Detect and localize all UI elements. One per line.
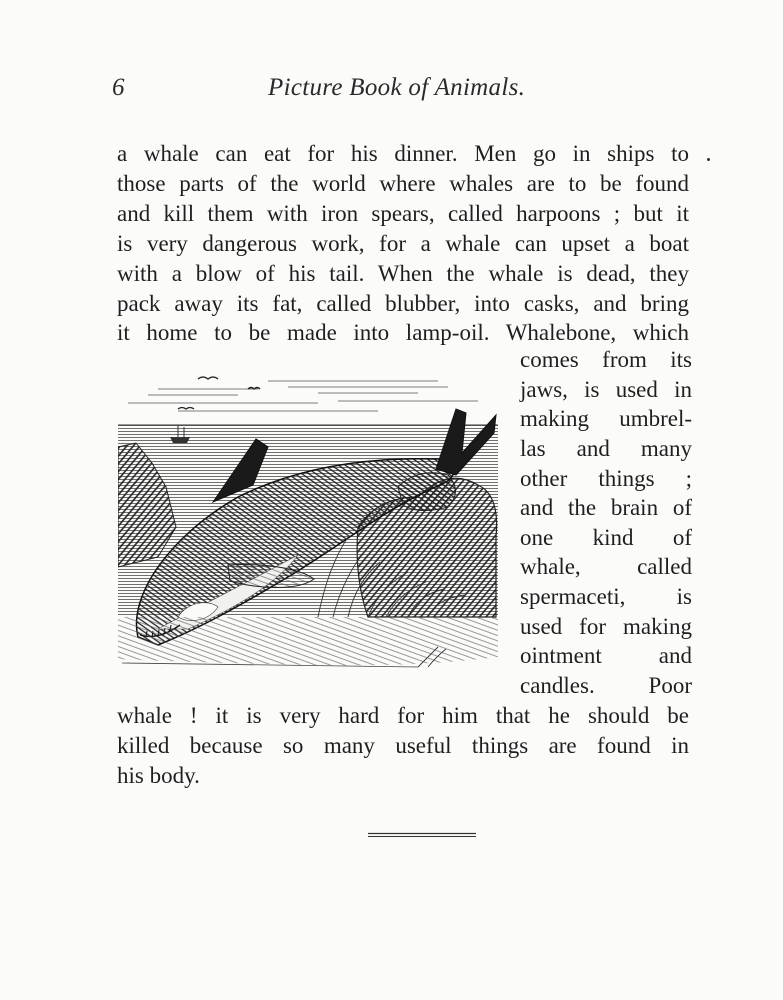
- text-line: pack away its fat, called blubber, into casks, and bring: [117, 291, 689, 316]
- whale-engraving: [118, 367, 498, 675]
- text-line: a whale can eat for his dinner. Men go in ships to: [117, 141, 689, 166]
- side-text-line: candles. Poor: [520, 673, 692, 698]
- text-line: those parts of the world where whales are to be found: [117, 171, 689, 196]
- side-text-line: comes from its: [520, 347, 692, 372]
- text-line: is very dangerous work, for a whale can upset a boat: [117, 231, 689, 256]
- text-line: his body.: [117, 763, 200, 788]
- side-text-line: jaws, is used in: [520, 377, 692, 402]
- text-line: killed because so many useful things are found in: [117, 733, 689, 758]
- sky-hatching: [128, 381, 478, 411]
- text-line: it home to be made into lamp-oil. Whalebone, which: [117, 320, 689, 345]
- double-rule-icon: [368, 832, 476, 838]
- page-number: 6: [112, 74, 125, 101]
- text-line: with a blow of his tail. When the whale is dead, they: [117, 261, 689, 286]
- side-text-line: one kind of: [520, 525, 692, 550]
- side-text-line: making umbrel-: [520, 406, 692, 431]
- side-text-line: and the brain of: [520, 495, 692, 520]
- running-title: Picture Book of Animals.: [268, 74, 526, 101]
- bird-icon: [178, 377, 260, 409]
- text-line: and kill them with iron spears, called harpoons ; but it: [117, 201, 689, 226]
- side-text-line: used for making: [520, 614, 692, 639]
- side-text-line: spermaceti, is: [520, 584, 692, 609]
- text-line: whale ! it is very hard for him that he should be: [117, 703, 689, 728]
- side-text-line: ointment and: [520, 643, 692, 668]
- side-text-line: other things ;: [520, 466, 692, 491]
- side-text-line: whale, called: [520, 554, 692, 579]
- side-text-line: las and many: [520, 436, 692, 461]
- ink-speck: [707, 158, 710, 161]
